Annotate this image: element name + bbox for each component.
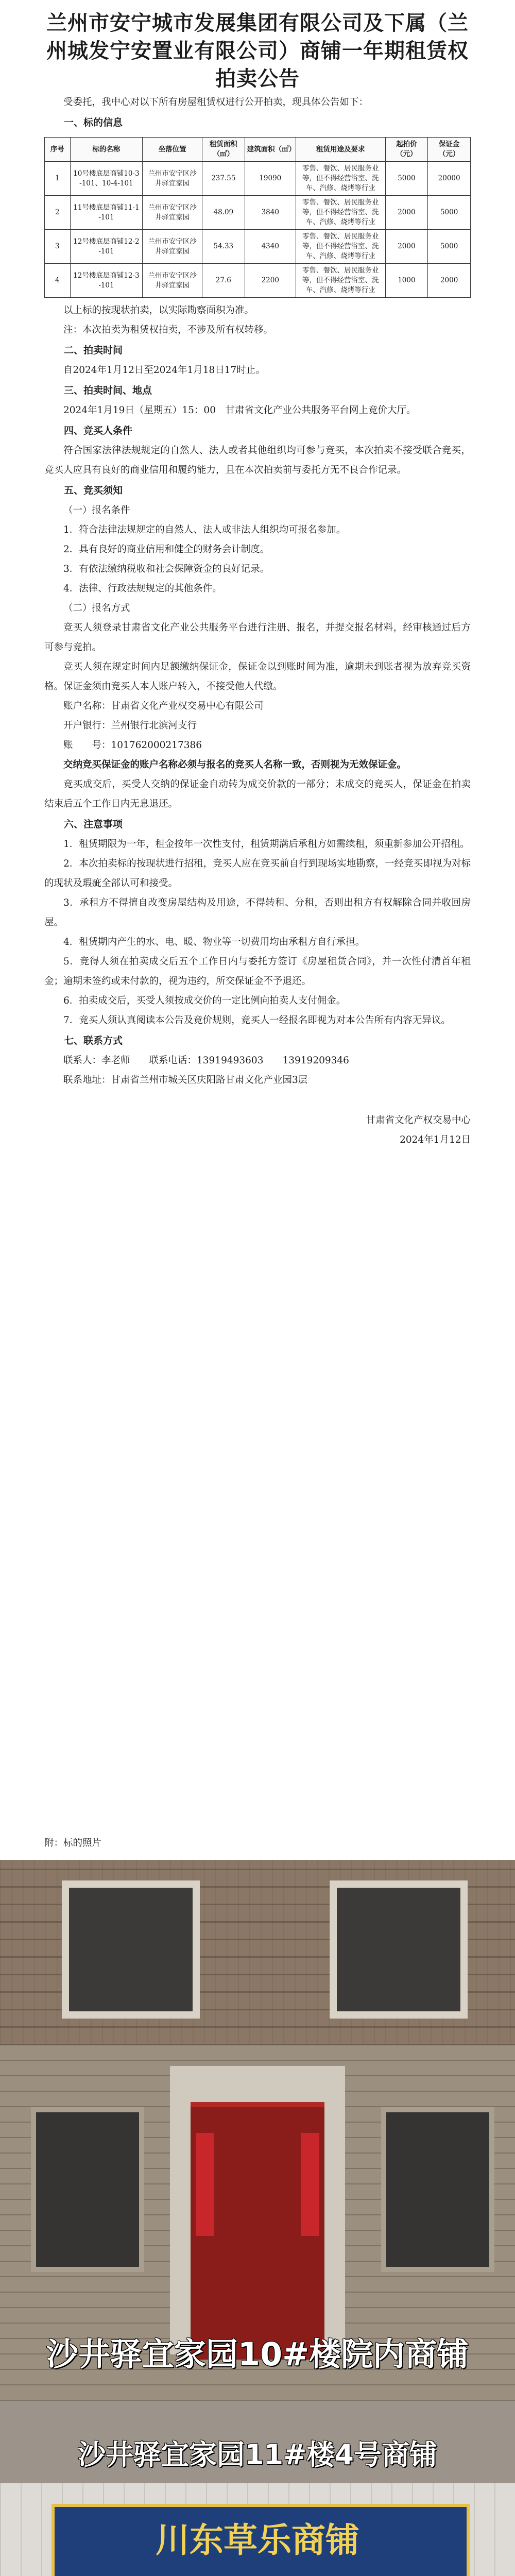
- paragraph: 1．租赁期限为一年，租金按年一次性支付，租赁期满后承租方如需续租，须重新参加公开招租。: [63, 839, 470, 850]
- table-cell: 2000: [428, 264, 471, 298]
- paragraph: 竞买人须在规定时间内足额缴纳保证金，保证金以到账时间为准，逾期未到账者视为放弃竞买资格。保证金须由竞买人本人账户转入，不接受他人代缴。: [44, 662, 471, 692]
- paragraph: 1．符合法律法规规定的自然人、法人或非法人组织均可报名参加。: [63, 524, 346, 535]
- section-heading: 二、拍卖时间: [64, 345, 123, 356]
- table-row: [45, 162, 471, 196]
- table-cell: 2: [45, 196, 71, 230]
- table-cell: 10号楼底层商铺10-3-101、10-4-101: [70, 162, 143, 196]
- table-cell: 零售、餐饮、居民服务业等，但不得经营浴室、洗车、汽修、烧烤等行业: [296, 230, 385, 264]
- paragraph: 竞买人须登录甘肃省文化产业公共服务平台进行注册、报名，并提交报名材料，经审核通过后方可参与竞拍。: [44, 622, 471, 653]
- subheading: （一）报名条件: [63, 505, 130, 516]
- table-cell: 2000: [385, 196, 428, 230]
- paragraph: 3．有依法缴纳税收和社会保障资金的良好记录。: [63, 564, 270, 574]
- table-cell: 11号楼底层商铺11-1-101: [70, 196, 143, 230]
- column-header: 坐落位置: [143, 138, 202, 162]
- paragraph: 符合国家法律法规规定的自然人、法人或者其他组织均可参与竞买，本次拍卖不接受联合竞买，竞买人应具有良好的商业信用和履约能力，且在本次拍卖前与委托方无不良合作记录。: [44, 445, 471, 476]
- paragraph: 4．租赁期内产生的水、电、暖、物业等一切费用均由承租方自行承担。: [63, 937, 365, 947]
- table-cell: 20000: [428, 162, 471, 196]
- shop-photo-1-storefront: [0, 2045, 515, 2401]
- table-cell: 1: [45, 162, 71, 196]
- table-cell: 48.09: [202, 196, 245, 230]
- table-cell: 237.55: [202, 162, 245, 196]
- table-cell: 4340: [245, 230, 296, 264]
- subheading: （二）报名方式: [63, 603, 130, 614]
- paragraph: 4．法律、行政法规规定的其他条件。: [63, 583, 222, 594]
- door-couplet: [196, 2133, 214, 2236]
- table-row: [45, 264, 471, 298]
- contact-address: 联系地址：甘肃省兰州市城关区庆阳路甘肃文化产业园3层: [63, 1075, 308, 1086]
- paragraph: 自2024年1月12日至2024年1月18日17时止。: [63, 365, 265, 376]
- door-couplet: [301, 2133, 319, 2236]
- paragraph: 3．承租方不得擅自改变房屋结构及用途，不得转租、分租，否则出租方有权解除合同并收回房屋。: [44, 897, 471, 928]
- photo-caption: 沙井驿宜家园10#楼院内商铺: [46, 2335, 469, 2373]
- note-line: 注：本次拍卖为租赁权拍卖，不涉及所有权转移。: [63, 325, 273, 335]
- paragraph: 5．竞得人须在拍卖成交后五个工作日内与委托方签订《房屋租赁合同》，并一次性付清首年租金；逾期未签约或未付款的，视为违约，所交保证金不予退还。: [44, 956, 471, 987]
- table-cell: 12号楼底层商铺12-2-101: [70, 230, 143, 264]
- table-cell: 零售、餐饮、居民服务业等，但不得经营浴室、洗车、汽修、烧烤等行业: [296, 162, 385, 196]
- account-bank: 开户银行：兰州银行北滨河支行: [63, 720, 197, 731]
- column-header: 起拍价（元）: [385, 138, 428, 162]
- note-line: 以上标的按现状拍卖，以实际勘察面积为准。: [63, 305, 254, 316]
- column-header: 序号: [45, 138, 71, 162]
- table-cell: 19090: [245, 162, 296, 196]
- contact-phone: 联系人：李老师 联系电话：13919493603 13919209346: [63, 1055, 349, 1066]
- table-cell: 3: [45, 230, 71, 264]
- section-heading: 六、注意事项: [64, 819, 123, 830]
- column-header: 保证金（元）: [428, 138, 471, 162]
- table-cell: 2200: [245, 264, 296, 298]
- table-cell: 兰州市安宁区沙井驿宜家园: [143, 230, 202, 264]
- section-heading: 七、联系方式: [64, 1035, 123, 1046]
- photo-caption: 沙井驿宜家园11#楼4号商铺: [78, 2438, 437, 2471]
- section-heading: 五、竞买须知: [64, 485, 123, 496]
- paragraph: 7．竞买人须认真阅读本公告及竞价规则，竞买人一经报名即视为对本公告所有内容无异议。: [63, 1015, 451, 1026]
- account-number: 账 号：101762000217386: [63, 740, 202, 751]
- section-heading: 三、拍卖时间、地点: [64, 385, 152, 396]
- table-cell: 兰州市安宁区沙井驿宜家园: [143, 264, 202, 298]
- table-header-row: [45, 138, 471, 162]
- signature-org: 甘肃省文化产权交易中心: [366, 1115, 471, 1126]
- table-cell: 零售、餐饮、居民服务业等，但不得经营浴室、洗车、汽修、烧烤等行业: [296, 196, 385, 230]
- account-name: 账户名称：甘肃省文化产业权交易中心有限公司: [63, 701, 264, 711]
- table-cell: 5000: [385, 162, 428, 196]
- shop-photo-1: [0, 1860, 515, 2045]
- table-cell: 2000: [385, 230, 428, 264]
- table-cell: 5000: [428, 196, 471, 230]
- paragraph: 竞买成交后，买受人交纳的保证金自动转为成交价款的一部分；未成交的竞买人，保证金在拍卖结束后五个工作日内无息退还。: [44, 779, 471, 809]
- table-cell: 零售、餐饮、居民服务业等，但不得经营浴室、洗车、汽修、烧烤等行业: [296, 264, 385, 298]
- window-frame: [330, 1880, 468, 2019]
- shop-sign-text: 川东草乐商铺: [156, 2520, 359, 2560]
- table-cell: 54.33: [202, 230, 245, 264]
- column-header: 建筑面积（㎡）: [245, 138, 296, 162]
- table-cell: 12号楼底层商铺12-3-101: [70, 264, 143, 298]
- section-heading: 一、标的信息: [64, 117, 123, 128]
- section-heading: 四、竞买人条件: [64, 425, 133, 436]
- photo-label: 附：标的照片: [44, 1838, 102, 1849]
- paragraph: 6．拍卖成交后，买受人须按成交价的一定比例向拍卖人支付佣金。: [63, 995, 346, 1006]
- table-cell: 27.6: [202, 264, 245, 298]
- asset-table: [44, 137, 471, 298]
- table-row: [45, 230, 471, 264]
- column-header: 标的名称: [70, 138, 143, 162]
- deposit-warning: 交纳竞买保证金的账户名称必须与报名的竞买人名称一致，否则视为无效保证金。: [63, 759, 407, 770]
- notice-title: 兰州市安宁城市发展集团有限公司及下属（兰州城发宁安置业有限公司）商铺一年期租赁权拍卖公告: [46, 11, 469, 91]
- table-row: [45, 196, 471, 230]
- signature-date: 2024年1月12日: [400, 1134, 471, 1145]
- column-header: 租赁面积（㎡）: [202, 138, 245, 162]
- table-cell: 5000: [428, 230, 471, 264]
- table-cell: 1000: [385, 264, 428, 298]
- column-header: 租赁用途及要求: [296, 138, 385, 162]
- paragraph: 2．具有良好的商业信用和健全的财务会计制度。: [63, 544, 270, 555]
- shop-photo-2: [0, 2401, 515, 2576]
- table-cell: 兰州市安宁区沙井驿宜家园: [143, 196, 202, 230]
- table-cell: 3840: [245, 196, 296, 230]
- side-window: [381, 2107, 494, 2272]
- paragraph: 2024年1月19日（星期五）15：00 甘肃省文化产业公共服务平台网上竞价大厅。: [63, 405, 416, 416]
- table-cell: 兰州市安宁区沙井驿宜家园: [143, 162, 202, 196]
- side-window: [31, 2107, 144, 2272]
- table-cell: 4: [45, 264, 71, 298]
- window-frame: [62, 1880, 200, 2019]
- intro-line: 受委托，我中心对以下所有房屋租赁权进行公开拍卖，现具体公告如下：: [63, 97, 369, 108]
- paragraph: 2．本次拍卖标的按现状进行招租，竞买人应在竞买前自行到现场实地勘察，一经竞买即视为对标的现状及瑕疵全部认可和接受。: [44, 858, 471, 889]
